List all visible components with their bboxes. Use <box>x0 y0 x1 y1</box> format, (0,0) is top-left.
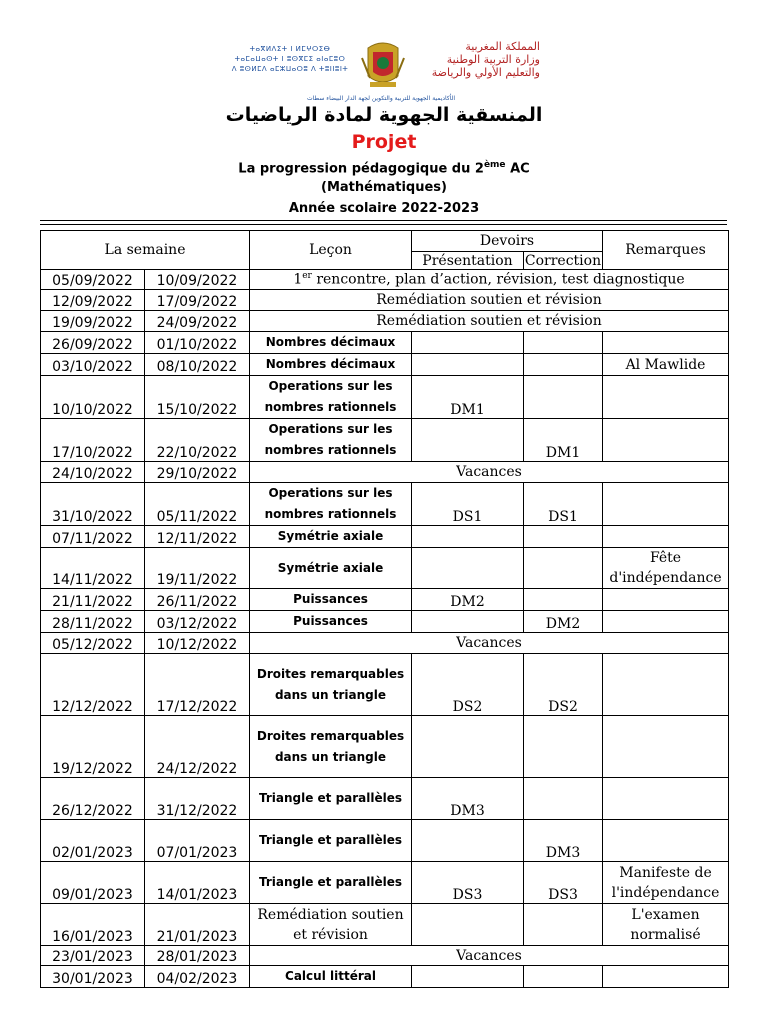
remarque-cell <box>603 654 729 716</box>
logo-left-line: ⵜⴰⴳⵍⴷⵉⵜ ⵏ ⵍⵎⵖⵔⵉⴱ <box>249 45 331 53</box>
arabic-title: المنسقية الجهوية لمادة الرياضيات <box>225 104 543 126</box>
week-end-cell: 28/01/2023 <box>145 946 250 966</box>
correction-cell <box>524 354 603 376</box>
logo-left-line: ⵜⴰⵎⴰⵡⴰⵙⵜ ⵏ ⵓⵙⴳⵎⵉ ⴰⵏⴰⵎⵓⵔ <box>234 55 346 63</box>
presentation-cell: DM3 <box>412 778 524 820</box>
table-row <box>41 376 729 419</box>
correction-cell: DS3 <box>524 862 603 904</box>
progression-title <box>0 160 768 176</box>
remarque-cell: Manifeste de l'indépendance <box>603 862 729 904</box>
week-end-cell: 07/01/2023 <box>145 820 250 862</box>
projet-title: Projet <box>351 131 417 153</box>
lecon-cell: Symétrie axiale <box>250 526 412 548</box>
remarque-cell <box>603 778 729 820</box>
presentation-cell <box>412 716 524 778</box>
lecon-cell: Puissances <box>250 611 412 633</box>
span-sup: er <box>302 271 312 282</box>
correction-cell <box>524 332 603 354</box>
correction-cell: DS1 <box>524 483 603 526</box>
span-cell: Vacances <box>250 946 729 966</box>
presentation-cell <box>412 611 524 633</box>
table-row <box>41 354 729 376</box>
table-row <box>41 654 729 716</box>
divider <box>40 220 727 221</box>
header-devoirs: Devoirs <box>412 231 603 252</box>
remarque-cell <box>603 716 729 778</box>
table-row <box>41 483 729 526</box>
correction-cell <box>524 548 603 589</box>
lecon-cell: Calcul littéral <box>250 966 412 988</box>
correction-cell: DS2 <box>524 654 603 716</box>
presentation-cell: DS3 <box>412 862 524 904</box>
school-year: Année scolaire 2022-2023 <box>288 201 480 216</box>
lecon-cell: Operations sur les nombres rationnels <box>250 419 412 462</box>
remarque-cell <box>603 820 729 862</box>
logo-right-line: وزارة التربية الوطنية <box>446 53 540 66</box>
lecon-cell: Droites remarquables dans un triangle <box>250 654 412 716</box>
week-end-cell: 01/10/2022 <box>145 332 250 354</box>
table-row <box>41 548 729 589</box>
correction-cell <box>524 716 603 778</box>
correction-cell: DM1 <box>524 419 603 462</box>
week-start-cell: 23/01/2023 <box>41 946 145 966</box>
correction-cell <box>524 778 603 820</box>
span-text: rencontre, plan d’action, révision, test diagnostique <box>311 271 685 288</box>
week-start-cell: 14/11/2022 <box>41 548 145 589</box>
week-end-cell: 29/10/2022 <box>145 462 250 483</box>
logo-right-arabic <box>410 40 540 79</box>
week-start-cell: 07/11/2022 <box>41 526 145 548</box>
table-row <box>41 290 729 311</box>
lecon-cell: Droites remarquables dans un triangle <box>250 716 412 778</box>
presentation-cell <box>412 548 524 589</box>
week-start-cell: 12/12/2022 <box>41 654 145 716</box>
correction-cell <box>524 589 603 611</box>
week-end-cell: 26/11/2022 <box>145 589 250 611</box>
progression-table <box>40 230 729 988</box>
table-row <box>41 311 729 332</box>
week-start-cell: 02/01/2023 <box>41 820 145 862</box>
week-start-cell: 30/01/2023 <box>41 966 145 988</box>
week-start-cell: 09/01/2023 <box>41 862 145 904</box>
week-end-cell: 15/10/2022 <box>145 376 250 419</box>
week-start-cell: 05/09/2022 <box>41 270 145 290</box>
table-row <box>41 966 729 988</box>
subject: (Mathématiques) <box>321 180 447 195</box>
week-end-cell: 19/11/2022 <box>145 548 250 589</box>
week-start-cell: 19/12/2022 <box>41 716 145 778</box>
header-presentation: Présentation <box>412 252 524 270</box>
table-row <box>41 526 729 548</box>
logo-right-line: المملكة المغربية <box>465 40 540 53</box>
lecon-cell: Nombres décimaux <box>250 332 412 354</box>
presentation-cell: DS1 <box>412 483 524 526</box>
remarque-cell: Fête d'indépendance <box>603 548 729 589</box>
progression-suffix: AC <box>505 161 530 177</box>
span-cell: Vacances <box>250 633 729 654</box>
span-cell: Remédiation soutien et révision <box>250 311 729 332</box>
week-start-cell: 10/10/2022 <box>41 376 145 419</box>
table-row <box>41 419 729 462</box>
correction-cell <box>524 526 603 548</box>
week-end-cell: 17/09/2022 <box>145 290 250 311</box>
week-start-cell: 05/12/2022 <box>41 633 145 654</box>
presentation-cell <box>412 904 524 946</box>
presentation-cell: DM2 <box>412 589 524 611</box>
correction-cell <box>524 966 603 988</box>
remarque-cell <box>603 419 729 462</box>
week-end-cell: 31/12/2022 <box>145 778 250 820</box>
remarque-cell <box>603 376 729 419</box>
table-row <box>41 904 729 946</box>
table-row <box>41 716 729 778</box>
table-row <box>41 633 729 654</box>
week-start-cell: 26/09/2022 <box>41 332 145 354</box>
academy-name: الأكاديمية الجهوية للتربية والتكوين لجهة الدار البيضاء سطات <box>306 95 456 102</box>
week-end-cell: 12/11/2022 <box>145 526 250 548</box>
remarque-cell <box>603 611 729 633</box>
table-row <box>41 462 729 483</box>
lecon-cell: Operations sur les nombres rationnels <box>250 376 412 419</box>
week-end-cell: 08/10/2022 <box>145 354 250 376</box>
week-start-cell: 28/11/2022 <box>41 611 145 633</box>
week-end-cell: 24/09/2022 <box>145 311 250 332</box>
week-end-cell: 04/02/2023 <box>145 966 250 988</box>
week-start-cell: 12/09/2022 <box>41 290 145 311</box>
presentation-cell: DS2 <box>412 654 524 716</box>
table-row <box>41 332 729 354</box>
lecon-cell: Symétrie axiale <box>250 548 412 589</box>
correction-cell: DM2 <box>524 611 603 633</box>
correction-cell <box>524 376 603 419</box>
header-semaine: La semaine <box>41 231 250 270</box>
table-row <box>41 946 729 966</box>
week-end-cell: 24/12/2022 <box>145 716 250 778</box>
week-end-cell: 22/10/2022 <box>145 419 250 462</box>
week-end-cell: 10/12/2022 <box>145 633 250 654</box>
divider <box>40 224 727 225</box>
presentation-cell <box>412 966 524 988</box>
week-start-cell: 24/10/2022 <box>41 462 145 483</box>
presentation-cell <box>412 526 524 548</box>
remarque-cell <box>603 526 729 548</box>
lecon-cell: Remédiation soutien et révision <box>250 904 412 946</box>
lecon-cell: Triangle et parallèles <box>250 862 412 904</box>
presentation-cell: DM1 <box>412 376 524 419</box>
week-end-cell: 10/09/2022 <box>145 270 250 290</box>
table-row <box>41 611 729 633</box>
lecon-cell: Puissances <box>250 589 412 611</box>
lecon-cell: Triangle et parallèles <box>250 778 412 820</box>
header-remarques: Remarques <box>603 231 729 270</box>
week-end-cell: 17/12/2022 <box>145 654 250 716</box>
week-start-cell: 26/12/2022 <box>41 778 145 820</box>
remarque-cell <box>603 332 729 354</box>
header-lecon: Leçon <box>250 231 412 270</box>
table-row <box>41 270 729 290</box>
table-row <box>41 589 729 611</box>
logo-left-line: ⴷ ⵓⵙⵍⵎⴷ ⴰⵎⵣⵡⴰⵔⵓ ⴷ ⵜⵓⵏⵏⵓⵏⵜ <box>231 65 349 73</box>
week-start-cell: 31/10/2022 <box>41 483 145 526</box>
week-start-cell: 19/09/2022 <box>41 311 145 332</box>
coat-of-arms-icon <box>358 38 408 90</box>
lecon-cell: Nombres décimaux <box>250 354 412 376</box>
presentation-cell <box>412 820 524 862</box>
week-start-cell: 21/11/2022 <box>41 589 145 611</box>
logo-left-tifinagh <box>222 44 358 74</box>
presentation-cell <box>412 332 524 354</box>
table-row <box>41 862 729 904</box>
span-cell: Vacances <box>250 462 729 483</box>
remarque-cell <box>603 483 729 526</box>
week-end-cell: 21/01/2023 <box>145 904 250 946</box>
table-row <box>41 820 729 862</box>
lecon-cell: Triangle et parallèles <box>250 820 412 862</box>
span-cell <box>250 270 729 290</box>
remarque-cell: L'examen normalisé <box>603 904 729 946</box>
presentation-cell <box>412 419 524 462</box>
week-end-cell: 05/11/2022 <box>145 483 250 526</box>
span-prefix: 1 <box>293 271 303 288</box>
table-body <box>41 270 729 988</box>
span-cell: Remédiation soutien et révision <box>250 290 729 311</box>
progression-sup: ème <box>483 160 506 170</box>
lecon-cell: Operations sur les nombres rationnels <box>250 483 412 526</box>
correction-cell: DM3 <box>524 820 603 862</box>
correction-cell <box>524 904 603 946</box>
remarque-cell <box>603 966 729 988</box>
logo-right-line: والتعليم الأولي والرياضة <box>431 66 540 79</box>
week-start-cell: 16/01/2023 <box>41 904 145 946</box>
header-correction: Correction <box>524 252 602 269</box>
week-end-cell: 03/12/2022 <box>145 611 250 633</box>
week-end-cell: 14/01/2023 <box>145 862 250 904</box>
table-row <box>41 778 729 820</box>
week-start-cell: 03/10/2022 <box>41 354 145 376</box>
progression-text: La progression pédagogique du 2 <box>238 161 484 177</box>
remarque-cell: Al Mawlide <box>603 354 729 376</box>
remarque-cell <box>603 589 729 611</box>
week-start-cell: 17/10/2022 <box>41 419 145 462</box>
presentation-cell <box>412 354 524 376</box>
